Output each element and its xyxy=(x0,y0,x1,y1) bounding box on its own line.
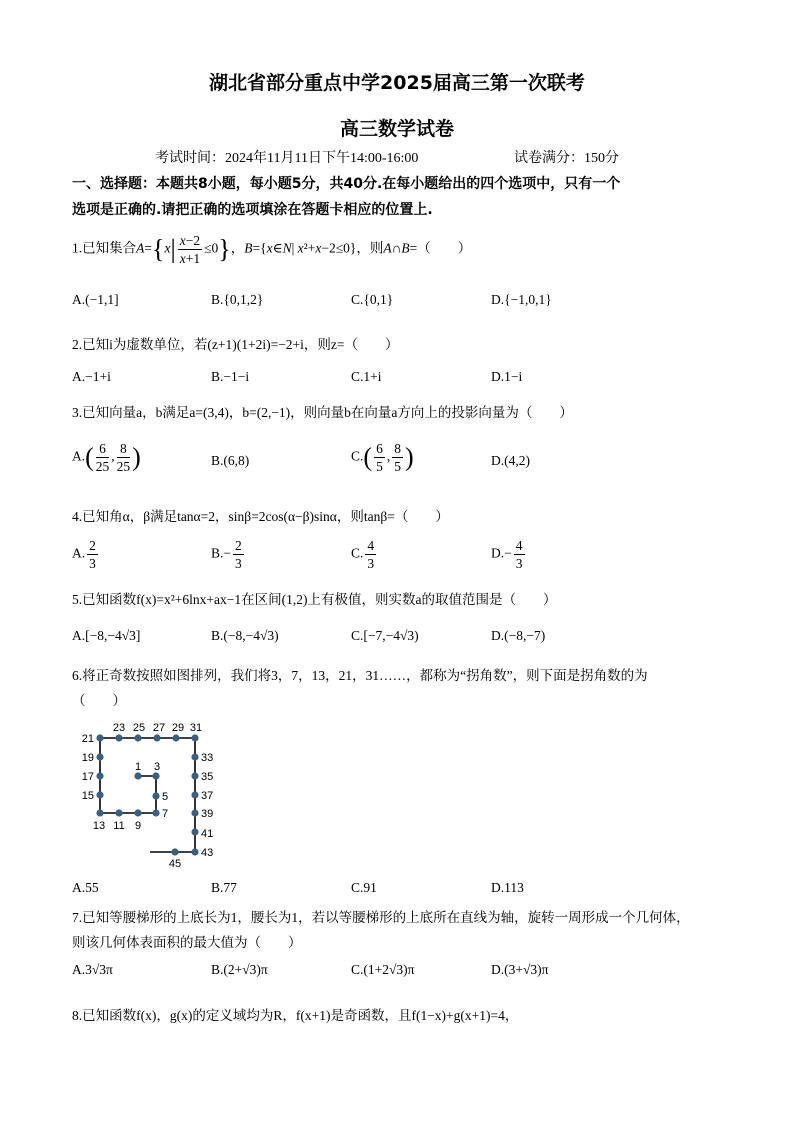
full-score: 试卷满分：150分 xyxy=(514,151,619,166)
spiral-dot xyxy=(152,792,159,799)
q5-option-a[interactable]: A.[−8,−4√3] xyxy=(72,628,141,643)
paper-subtitle: 高三数学试卷 xyxy=(339,118,454,140)
q3-option-d[interactable]: D.(4,2) xyxy=(491,453,530,468)
q4-option-b[interactable]: B.− $\frac{2}{3}$ xyxy=(211,538,242,571)
spiral-number-label: 17 xyxy=(81,771,94,783)
question-7-line1: 7.已知等腰梯形的上底长为1，腰长为1，若以等腰梯形的上底所在直线为轴，旋转一周形成一个几何体， xyxy=(72,910,690,925)
spiral-figure xyxy=(70,712,230,872)
spiral-dot xyxy=(191,772,198,779)
question-6-line1: 6.将正奇数按照如图排列，我们将3，7，13，21，31……，都称为“拐角数”，则下面是拐角数的为 xyxy=(72,668,648,683)
spiral-number-label: 5 xyxy=(162,791,169,803)
q2-option-c[interactable]: C.1+i xyxy=(351,369,382,384)
exam-title: 湖北省部分重点中学2025届高三第一次联考 xyxy=(209,72,585,94)
spiral-dot xyxy=(153,734,160,741)
spiral-number-label: 1 xyxy=(134,761,142,773)
q6-option-b[interactable]: B.77 xyxy=(211,880,237,895)
spiral-number-label: 9 xyxy=(134,820,142,832)
q1-option-d[interactable]: D.{−1,0,1} xyxy=(491,292,552,307)
spiral-number-label: 3 xyxy=(153,761,161,773)
question-6-line2: （ ） xyxy=(72,693,126,708)
spiral-number-label: 7 xyxy=(162,808,169,820)
q1-mid: ，则 xyxy=(356,240,384,256)
q7-option-a[interactable]: A.3√3π xyxy=(72,962,113,977)
section-heading-line2: 选项是正确的.请把正确的选项填涂在答题卡相应的位置上. xyxy=(72,202,433,218)
spiral-dot xyxy=(191,791,198,798)
spiral-number-label: 19 xyxy=(81,752,94,764)
q5-option-c[interactable]: C.[−7,−4√3) xyxy=(351,628,419,643)
spiral-number-label: 37 xyxy=(201,790,214,802)
spiral-dot xyxy=(152,772,159,779)
spiral-dot xyxy=(115,809,122,816)
q3-option-a[interactable]: A.( $\frac{6}{25}$ , $\frac{8}{25}$ ) xyxy=(72,441,141,474)
spiral-dot xyxy=(172,734,179,741)
spiral-dot xyxy=(96,809,103,816)
spiral-dot xyxy=(115,734,122,741)
spiral-dot xyxy=(191,809,198,816)
spiral-number-label: 23 xyxy=(112,722,126,734)
q7-option-c[interactable]: C.(1+2√3)π xyxy=(351,962,415,977)
spiral-number-label: 21 xyxy=(81,733,94,745)
spiral-dot xyxy=(191,828,198,835)
question-1: 1.已知集合A={x| $\frac{x-2}{x+1}$ ≤0}，B={x∈N| x²+x−2≤0}，则A∩B=（ ） xyxy=(72,233,472,266)
q1-option-c[interactable]: C.{0,1} xyxy=(351,292,394,307)
spiral-number-label: 31 xyxy=(189,722,203,734)
q1-option-b[interactable]: B.{0,1,2} xyxy=(211,292,264,307)
spiral-number-label: 29 xyxy=(171,722,185,734)
q4-option-d[interactable]: D.− $\frac{4}{3}$ xyxy=(491,538,523,571)
spiral-dot xyxy=(96,772,103,779)
spiral-dot xyxy=(171,848,178,855)
q2-option-a[interactable]: A.−1+i xyxy=(72,369,111,384)
question-7-line2: 则该几何体表面积的最大值为（ ） xyxy=(72,935,302,950)
spiral-dot xyxy=(191,734,198,741)
q7-option-d[interactable]: D.(3+√3)π xyxy=(491,962,549,977)
spiral-number-label: 33 xyxy=(201,752,214,764)
q2-option-d[interactable]: D.1−i xyxy=(491,369,523,384)
question-2: 2.已知i为虚数单位，若(z+1)(1+2i)=−2+i，则z=（ ） xyxy=(72,337,399,352)
spiral-path xyxy=(100,738,195,852)
q3-option-b[interactable]: B.(6,8) xyxy=(211,453,250,468)
spiral-number-label: 13 xyxy=(92,820,106,832)
section-heading-line1: 一、选择题：本题共8小题，每小题5分，共40分.在每小题给出的四个选项中，只有一个 xyxy=(72,176,621,192)
question-3: 3.已知向量a，b满足a=(3,4)，b=(2,−1)，则向量b在向量a方向上的投影向量为（ ） xyxy=(72,405,573,420)
q1-prefix: 1.已知集合 xyxy=(72,240,137,256)
q5-option-b[interactable]: B.(−8,−4√3) xyxy=(211,628,279,643)
question-5: 5.已知函数f(x)=x²+6lnx+ax−1在区间(1,2)上有极值，则实数a的取值范围是（ ） xyxy=(72,592,557,607)
q2-option-b[interactable]: B.−1−i xyxy=(211,369,250,384)
spiral-dot xyxy=(191,848,198,855)
spiral-dot xyxy=(96,791,103,798)
spiral-dot xyxy=(134,734,141,741)
spiral-dot xyxy=(152,809,159,816)
spiral-dot xyxy=(96,734,103,741)
q4-option-a[interactable]: A. $\frac{2}{3}$ xyxy=(72,538,96,571)
q5-option-d[interactable]: D.(−8,−7) xyxy=(491,628,546,643)
q1-option-a[interactable]: A.(−1,1] xyxy=(72,292,119,307)
spiral-dot xyxy=(134,772,141,779)
spiral-number-label: 41 xyxy=(201,828,214,840)
q3-option-c[interactable]: C.( $\frac{6}{5}$ , $\frac{8}{5}$ ) xyxy=(351,441,414,474)
spiral-dot xyxy=(96,753,103,760)
spiral-number-label: 11 xyxy=(113,820,125,832)
q1-end: =（ ） xyxy=(409,240,472,256)
spiral-number-label: 39 xyxy=(201,808,214,820)
exam-time: 考试时间：2024年11月11日下午14:00-16:00 xyxy=(155,151,419,166)
spiral-dot xyxy=(191,753,198,760)
question-4: 4.已知角α，β满足tanα=2，sinβ=2cos(α−β)sinα，则tanβ=（ ） xyxy=(72,509,449,524)
q6-option-d[interactable]: D.113 xyxy=(491,880,524,895)
spiral-number-label: 35 xyxy=(201,771,214,783)
spiral-number-label: 45 xyxy=(168,858,182,870)
q6-option-a[interactable]: A.55 xyxy=(72,880,99,895)
question-8: 8.已知函数f(x)，g(x)的定义域均为R，f(x+1)是奇函数，且f(1−x)+g(x+1)=4， xyxy=(72,1008,519,1023)
q6-option-c[interactable]: C.91 xyxy=(351,880,377,895)
spiral-number-label: 25 xyxy=(132,722,146,734)
q7-option-b[interactable]: B.(2+√3)π xyxy=(211,962,268,977)
spiral-dot xyxy=(134,809,141,816)
spiral-number-label: 43 xyxy=(201,847,214,859)
spiral-number-label: 27 xyxy=(152,722,166,734)
q4-option-c[interactable]: C. $\frac{4}{3}$ xyxy=(351,538,375,571)
spiral-number-label: 15 xyxy=(81,790,94,802)
